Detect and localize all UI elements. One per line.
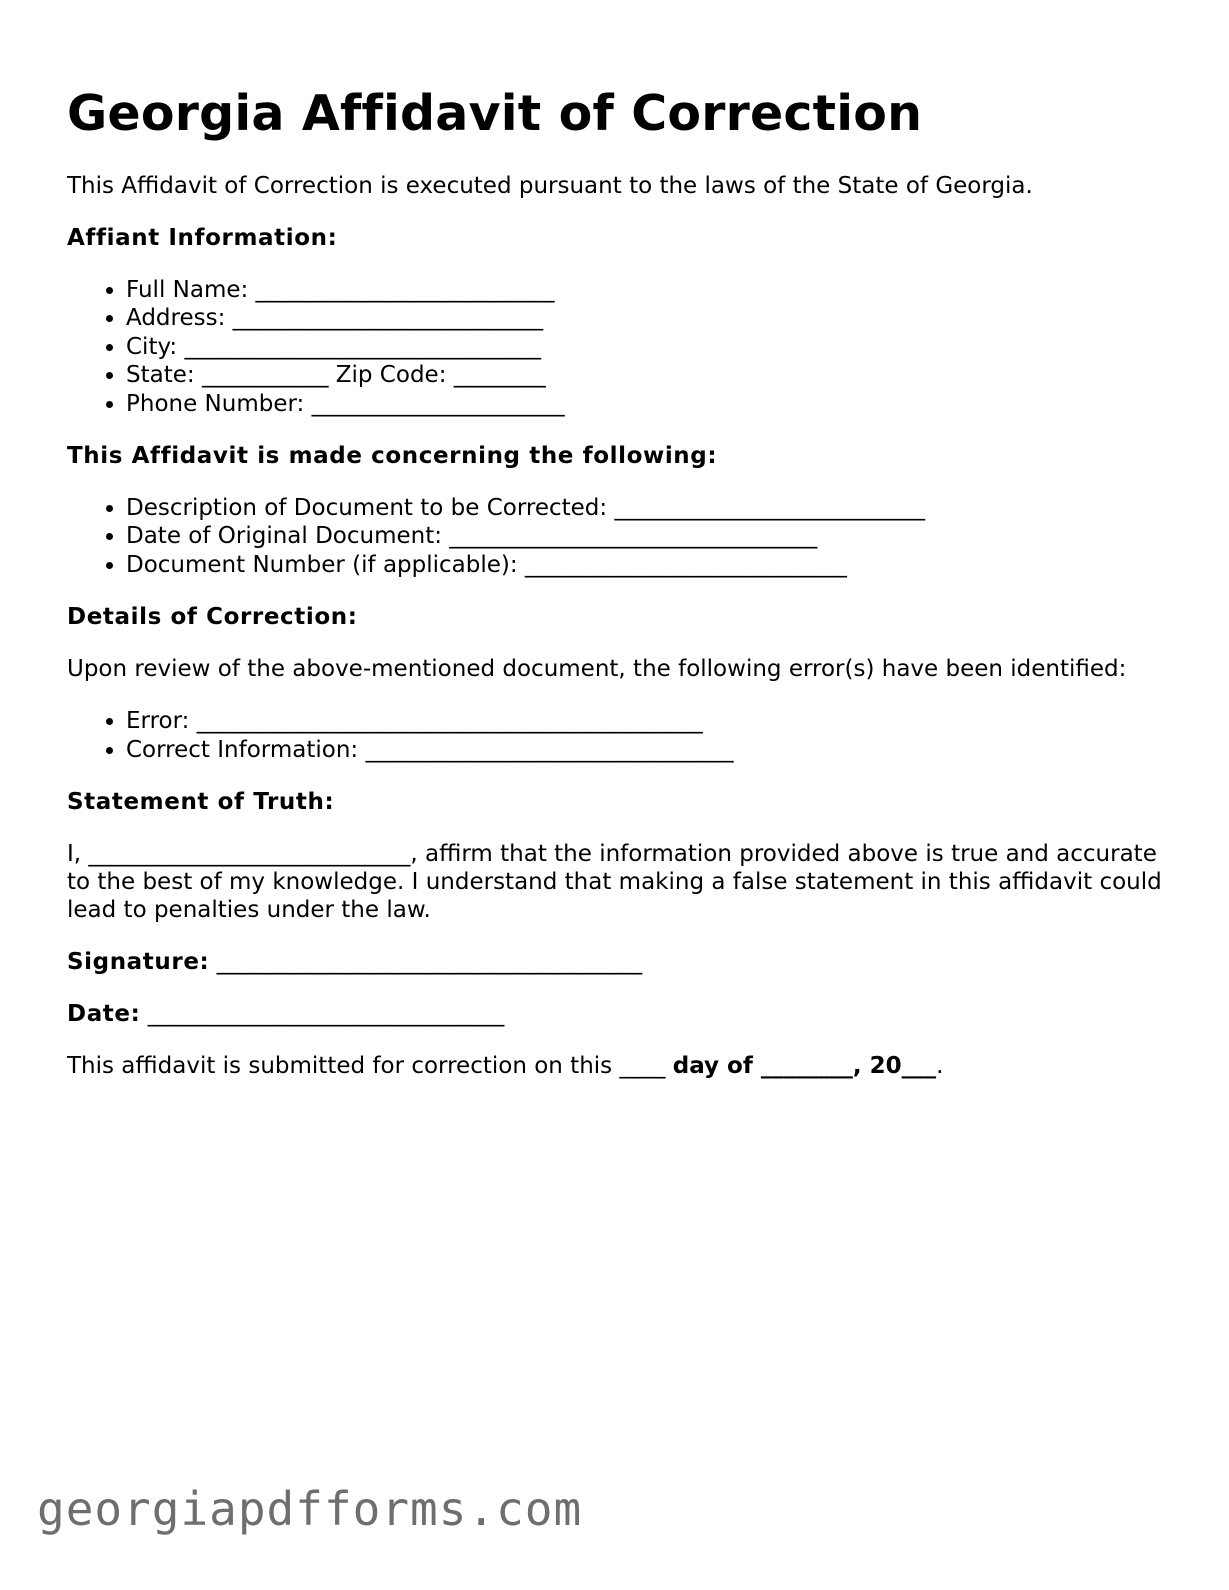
truth-heading: Statement of Truth: xyxy=(67,789,335,816)
state-zip-field: • State: ___________ Zip Code: ________ xyxy=(126,361,1167,389)
signature-line: _____________________________________ xyxy=(216,949,643,976)
date-row xyxy=(67,1000,1167,1028)
closing-end: . xyxy=(936,1053,944,1080)
full-name-field: • Full Name: __________________________ xyxy=(126,276,1167,304)
error-field: • Error: ____________________________________________ xyxy=(126,707,1167,735)
closing-lead: This affidavit is submitted for correction on this xyxy=(67,1053,613,1080)
closing-bold: day of ________, 20___ xyxy=(672,1053,937,1080)
closing-day-blank: ____ xyxy=(619,1053,666,1080)
closing-text xyxy=(67,1052,1167,1080)
document-description-field: • Description of Document to be Corrected: ___________________________ xyxy=(126,494,1167,522)
original-date-field: • Date of Original Document: ________________________________ xyxy=(126,522,1167,550)
affiant-heading: Affiant Information: xyxy=(67,225,338,251)
address-field: • Address: ___________________________ xyxy=(126,304,1167,332)
page-title: Georgia Affidavit of Correction xyxy=(67,85,923,142)
signature-row xyxy=(67,948,1167,976)
affiant-list xyxy=(67,276,1167,418)
document-page xyxy=(67,84,1167,1080)
details-text: Upon review of the above-mentioned document, the following error(s) have been identified: xyxy=(67,656,1127,683)
document-number-field: • Document Number (if applicable): ____________________________ xyxy=(126,551,1167,579)
truth-text: I, ____________________________, affirm that the information provided above is true and accurate to the best of my knowledge. I understand that making a false statement in this affidavit could lead to penalties under the law. xyxy=(67,841,1162,924)
correct-info-field: • Correct Information: ________________________________ xyxy=(126,736,1167,764)
date-line: _______________________________ xyxy=(147,1001,505,1028)
details-heading: Details of Correction: xyxy=(67,604,358,631)
signature-label: Signature: xyxy=(67,949,210,976)
date-label: Date: xyxy=(67,1001,141,1028)
watermark: georgiapdfforms.com xyxy=(37,1482,583,1536)
concerning-list xyxy=(67,494,1167,579)
details-list xyxy=(67,707,1167,764)
concerning-heading: This Affidavit is made concerning the following: xyxy=(67,443,718,470)
city-field: • City: _______________________________ xyxy=(126,333,1167,361)
intro-text: This Affidavit of Correction is executed pursuant to the laws of the State of Georgia. xyxy=(67,173,1033,199)
phone-field: • Phone Number: ______________________ xyxy=(126,390,1167,418)
